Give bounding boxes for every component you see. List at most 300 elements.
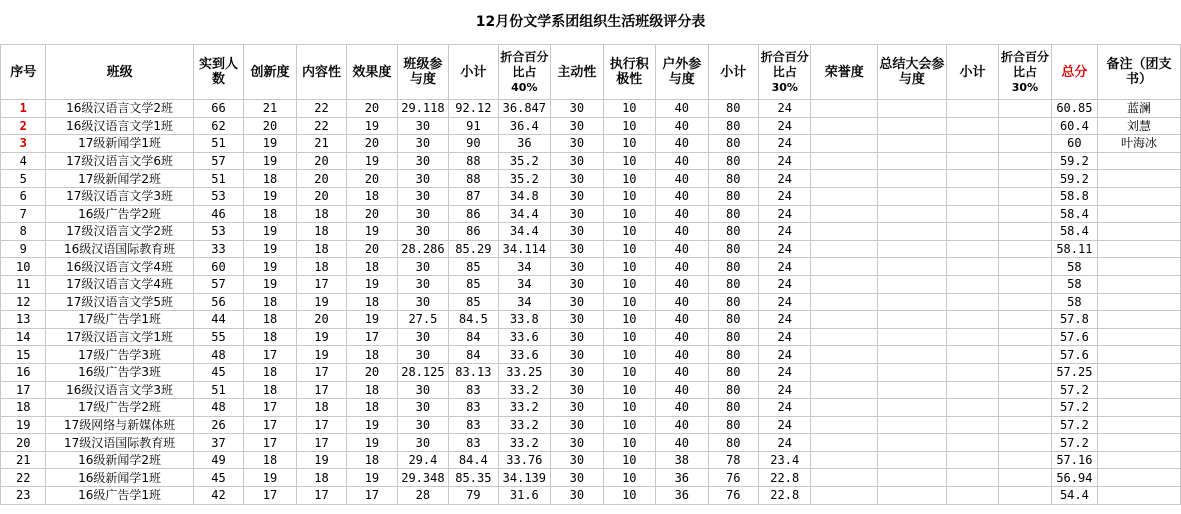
cell-total: 57.2 [1051,399,1097,417]
cell-summary [878,487,947,505]
cell-summary [878,381,947,399]
cell-execution: 10 [603,434,655,452]
cell-effect: 18 [347,258,397,276]
cell-initiative: 30 [551,399,603,417]
cell-innovation: 17 [244,346,296,364]
cell-pct-30b [999,205,1051,223]
cell-effect: 20 [347,240,397,258]
cell-note [1098,487,1181,505]
cell-summary [878,311,947,329]
cell-summary [878,170,947,188]
cell-pct-30a: 24 [759,293,811,311]
cell-index: 6 [1,187,46,205]
cell-total: 57.2 [1051,381,1097,399]
cell-honor [811,152,878,170]
cell-pct-30b [999,293,1051,311]
table-row [1,170,1181,188]
cell-attendance: 51 [193,170,243,188]
header-subtotal-2: 小计 [708,45,758,100]
cell-attendance: 42 [193,487,243,505]
cell-subtotal-3 [946,346,998,364]
cell-class: 17级汉语言文学4班 [46,275,193,293]
table-row [1,275,1181,293]
cell-summary [878,205,947,223]
cell-subtotal-3 [946,469,998,487]
cell-index: 8 [1,223,46,241]
cell-subtotal-2: 80 [708,399,758,417]
header-total: 总分 [1051,45,1097,100]
cell-total: 57.6 [1051,328,1097,346]
cell-note [1098,363,1181,381]
cell-initiative: 30 [551,311,603,329]
cell-outdoor: 40 [656,363,708,381]
cell-index: 2 [1,117,46,135]
cell-subtotal-1: 85 [449,275,498,293]
cell-pct-30b [999,311,1051,329]
cell-pct-40: 35.2 [498,152,550,170]
header-pct-30a-value: 30% [771,80,798,94]
cell-pct-40: 33.6 [498,346,550,364]
cell-attendance: 62 [193,117,243,135]
header-pct-40-value: 40% [511,80,538,94]
cell-pct-30b [999,117,1051,135]
cell-effect: 18 [347,346,397,364]
cell-pct-40: 34 [498,258,550,276]
cell-outdoor: 40 [656,434,708,452]
cell-pct-30b [999,451,1051,469]
cell-pct-30a: 24 [759,240,811,258]
cell-attendance: 26 [193,416,243,434]
cell-pct-30b [999,416,1051,434]
cell-outdoor: 38 [656,451,708,469]
cell-attendance: 33 [193,240,243,258]
cell-index: 16 [1,363,46,381]
cell-initiative: 30 [551,487,603,505]
cell-note: 蓝澜 [1098,100,1181,118]
table-row [1,381,1181,399]
cell-participation: 30 [397,275,448,293]
cell-innovation: 19 [244,469,296,487]
cell-effect: 18 [347,293,397,311]
cell-outdoor: 36 [656,469,708,487]
cell-note: 刘慧 [1098,117,1181,135]
cell-attendance: 66 [193,100,243,118]
cell-outdoor: 40 [656,258,708,276]
cell-summary [878,363,947,381]
cell-honor [811,311,878,329]
cell-participation: 28 [397,487,448,505]
cell-outdoor: 40 [656,205,708,223]
cell-attendance: 56 [193,293,243,311]
cell-class: 17级广告学3班 [46,346,193,364]
cell-class: 16级汉语言文学4班 [46,258,193,276]
cell-attendance: 44 [193,311,243,329]
table-row [1,487,1181,505]
cell-innovation: 20 [244,117,296,135]
cell-note [1098,328,1181,346]
cell-pct-30b [999,240,1051,258]
cell-total: 58.4 [1051,223,1097,241]
cell-attendance: 51 [193,381,243,399]
cell-pct-40: 34.8 [498,187,550,205]
cell-note [1098,187,1181,205]
cell-pct-40: 34.114 [498,240,550,258]
cell-summary [878,240,947,258]
cell-innovation: 19 [244,223,296,241]
cell-honor [811,293,878,311]
cell-execution: 10 [603,223,655,241]
header-effect: 效果度 [347,45,397,100]
cell-outdoor: 40 [656,100,708,118]
cell-honor [811,328,878,346]
table-row [1,117,1181,135]
cell-outdoor: 40 [656,135,708,153]
cell-honor [811,469,878,487]
cell-participation: 29.118 [397,100,448,118]
cell-class: 17级新闻学2班 [46,170,193,188]
cell-participation: 30 [397,258,448,276]
cell-subtotal-1: 88 [449,152,498,170]
cell-participation: 30 [397,135,448,153]
cell-subtotal-3 [946,487,998,505]
cell-class: 16级广告学3班 [46,363,193,381]
cell-subtotal-1: 84.4 [449,451,498,469]
cell-effect: 19 [347,434,397,452]
cell-pct-30a: 22.8 [759,487,811,505]
cell-class: 16级汉语国际教育班 [46,240,193,258]
cell-subtotal-3 [946,416,998,434]
cell-participation: 30 [397,223,448,241]
cell-content: 18 [296,399,346,417]
cell-participation: 28.286 [397,240,448,258]
cell-initiative: 30 [551,293,603,311]
cell-outdoor: 40 [656,416,708,434]
cell-initiative: 30 [551,451,603,469]
cell-subtotal-3 [946,328,998,346]
cell-class: 16级广告学2班 [46,205,193,223]
cell-pct-30b [999,399,1051,417]
cell-subtotal-1: 83 [449,434,498,452]
cell-content: 19 [296,293,346,311]
table-row [1,240,1181,258]
cell-execution: 10 [603,170,655,188]
cell-subtotal-3 [946,434,998,452]
table-row [1,293,1181,311]
header-pct-40-label: 折合百分比占 [500,49,549,79]
header-innovation: 创新度 [244,45,296,100]
cell-subtotal-2: 80 [708,100,758,118]
cell-subtotal-2: 80 [708,187,758,205]
cell-index: 7 [1,205,46,223]
cell-attendance: 53 [193,187,243,205]
cell-honor [811,346,878,364]
cell-index: 10 [1,258,46,276]
cell-index: 14 [1,328,46,346]
cell-execution: 10 [603,363,655,381]
cell-outdoor: 40 [656,399,708,417]
cell-innovation: 17 [244,399,296,417]
table-title: 12月份文学系团组织生活班级评分表 [475,14,706,30]
cell-attendance: 45 [193,363,243,381]
cell-class: 16级新闻学2班 [46,451,193,469]
cell-subtotal-1: 88 [449,170,498,188]
cell-innovation: 19 [244,240,296,258]
cell-summary [878,135,947,153]
cell-pct-30a: 23.4 [759,451,811,469]
header-index: 序号 [1,45,46,100]
cell-initiative: 30 [551,363,603,381]
cell-pct-30a: 24 [759,170,811,188]
cell-class: 16级新闻学1班 [46,469,193,487]
cell-content: 20 [296,152,346,170]
cell-subtotal-3 [946,117,998,135]
cell-honor [811,381,878,399]
cell-subtotal-3 [946,258,998,276]
cell-subtotal-2: 80 [708,346,758,364]
cell-note [1098,346,1181,364]
cell-subtotal-2: 80 [708,117,758,135]
cell-content: 19 [296,328,346,346]
cell-content: 20 [296,311,346,329]
cell-execution: 10 [603,205,655,223]
cell-note [1098,293,1181,311]
cell-pct-30a: 24 [759,434,811,452]
cell-subtotal-2: 80 [708,381,758,399]
cell-pct-40: 34.4 [498,205,550,223]
table-row [1,135,1181,153]
cell-innovation: 19 [244,275,296,293]
header-class: 班级 [46,45,193,100]
cell-outdoor: 40 [656,328,708,346]
cell-effect: 19 [347,275,397,293]
cell-class: 17级汉语言文学1班 [46,328,193,346]
cell-content: 17 [296,416,346,434]
cell-effect: 20 [347,363,397,381]
cell-pct-40: 33.8 [498,311,550,329]
cell-outdoor: 40 [656,381,708,399]
cell-participation: 30 [397,381,448,399]
cell-effect: 19 [347,469,397,487]
cell-execution: 10 [603,258,655,276]
table-row [1,469,1181,487]
cell-innovation: 17 [244,487,296,505]
cell-pct-40: 34 [498,293,550,311]
cell-execution: 10 [603,275,655,293]
table-body [1,100,1181,505]
cell-total: 58 [1051,258,1097,276]
cell-innovation: 18 [244,328,296,346]
cell-participation: 27.5 [397,311,448,329]
cell-pct-30b [999,100,1051,118]
cell-total: 58.11 [1051,240,1097,258]
cell-pct-30a: 24 [759,311,811,329]
cell-innovation: 18 [244,170,296,188]
cell-effect: 20 [347,170,397,188]
cell-honor [811,240,878,258]
cell-note [1098,381,1181,399]
cell-effect: 20 [347,100,397,118]
cell-pct-30b [999,258,1051,276]
cell-initiative: 30 [551,100,603,118]
cell-honor [811,416,878,434]
table-row [1,451,1181,469]
cell-subtotal-2: 80 [708,416,758,434]
cell-content: 17 [296,487,346,505]
cell-subtotal-1: 87 [449,187,498,205]
header-content: 内容性 [296,45,346,100]
cell-index: 4 [1,152,46,170]
cell-effect: 19 [347,223,397,241]
cell-honor [811,187,878,205]
cell-class: 17级汉语言文学6班 [46,152,193,170]
cell-subtotal-1: 86 [449,223,498,241]
table-row [1,363,1181,381]
cell-summary [878,100,947,118]
cell-effect: 19 [347,117,397,135]
cell-participation: 30 [397,293,448,311]
cell-initiative: 30 [551,170,603,188]
header-outdoor: 户外参与度 [656,45,708,100]
header-pct-30a-label: 折合百分比占 [760,49,809,79]
cell-subtotal-3 [946,152,998,170]
cell-content: 19 [296,346,346,364]
cell-pct-30a: 24 [759,275,811,293]
cell-execution: 10 [603,487,655,505]
cell-subtotal-3 [946,223,998,241]
cell-class: 17级广告学1班 [46,311,193,329]
cell-pct-30a: 24 [759,205,811,223]
cell-summary [878,346,947,364]
cell-pct-30b [999,328,1051,346]
cell-pct-30b [999,487,1051,505]
cell-content: 17 [296,363,346,381]
cell-subtotal-1: 86 [449,205,498,223]
cell-subtotal-3 [946,293,998,311]
cell-subtotal-2: 80 [708,170,758,188]
cell-participation: 30 [397,205,448,223]
cell-participation: 30 [397,416,448,434]
cell-note [1098,399,1181,417]
cell-index: 12 [1,293,46,311]
cell-honor [811,363,878,381]
cell-innovation: 18 [244,381,296,399]
cell-outdoor: 40 [656,152,708,170]
cell-execution: 10 [603,346,655,364]
cell-pct-30b [999,223,1051,241]
cell-initiative: 30 [551,187,603,205]
cell-subtotal-2: 80 [708,275,758,293]
cell-subtotal-3 [946,170,998,188]
cell-total: 57.25 [1051,363,1097,381]
cell-initiative: 30 [551,117,603,135]
cell-subtotal-2: 80 [708,205,758,223]
cell-summary [878,187,947,205]
cell-attendance: 46 [193,205,243,223]
cell-index: 21 [1,451,46,469]
cell-index: 3 [1,135,46,153]
cell-index: 9 [1,240,46,258]
cell-pct-40: 34.4 [498,223,550,241]
table-row [1,187,1181,205]
cell-note [1098,152,1181,170]
cell-content: 21 [296,135,346,153]
cell-total: 58 [1051,275,1097,293]
cell-execution: 10 [603,469,655,487]
cell-note [1098,223,1181,241]
cell-index: 19 [1,416,46,434]
cell-pct-30a: 24 [759,416,811,434]
cell-innovation: 18 [244,311,296,329]
cell-class: 17级汉语国际教育班 [46,434,193,452]
header-pct-30a [759,45,811,100]
cell-initiative: 30 [551,416,603,434]
cell-subtotal-2: 76 [708,487,758,505]
table-row [1,311,1181,329]
cell-content: 22 [296,117,346,135]
cell-content: 18 [296,258,346,276]
cell-index: 18 [1,399,46,417]
cell-class: 16级汉语言文学2班 [46,100,193,118]
cell-total: 60.4 [1051,117,1097,135]
cell-initiative: 30 [551,152,603,170]
cell-pct-30a: 24 [759,399,811,417]
cell-subtotal-2: 80 [708,258,758,276]
table-row [1,346,1181,364]
cell-initiative: 30 [551,258,603,276]
cell-summary [878,258,947,276]
cell-initiative: 30 [551,205,603,223]
cell-summary [878,434,947,452]
cell-pct-30b [999,363,1051,381]
cell-honor [811,170,878,188]
cell-subtotal-1: 84 [449,328,498,346]
cell-innovation: 18 [244,451,296,469]
table-row [1,399,1181,417]
table-row [1,100,1181,118]
cell-pct-30a: 24 [759,187,811,205]
cell-pct-30a: 24 [759,328,811,346]
cell-total: 57.8 [1051,311,1097,329]
cell-subtotal-1: 83 [449,399,498,417]
cell-subtotal-1: 92.12 [449,100,498,118]
cell-participation: 30 [397,328,448,346]
cell-honor [811,399,878,417]
header-note: 备注（团支书） [1098,45,1181,100]
cell-outdoor: 40 [656,187,708,205]
cell-class: 17级汉语言文学5班 [46,293,193,311]
cell-effect: 19 [347,152,397,170]
cell-class: 17级网络与新媒体班 [46,416,193,434]
cell-subtotal-3 [946,205,998,223]
cell-innovation: 19 [244,258,296,276]
header-pct-30b-label: 折合百分比占 [1000,49,1049,79]
cell-effect: 19 [347,416,397,434]
cell-execution: 10 [603,399,655,417]
cell-index: 15 [1,346,46,364]
cell-pct-40: 34 [498,275,550,293]
cell-total: 57.2 [1051,434,1097,452]
cell-pct-30b [999,275,1051,293]
cell-pct-30a: 24 [759,346,811,364]
cell-initiative: 30 [551,328,603,346]
cell-pct-40: 33.2 [498,399,550,417]
cell-pct-30a: 24 [759,152,811,170]
cell-content: 17 [296,434,346,452]
cell-total: 58.4 [1051,205,1097,223]
table-row [1,152,1181,170]
cell-outdoor: 40 [656,293,708,311]
cell-subtotal-3 [946,135,998,153]
